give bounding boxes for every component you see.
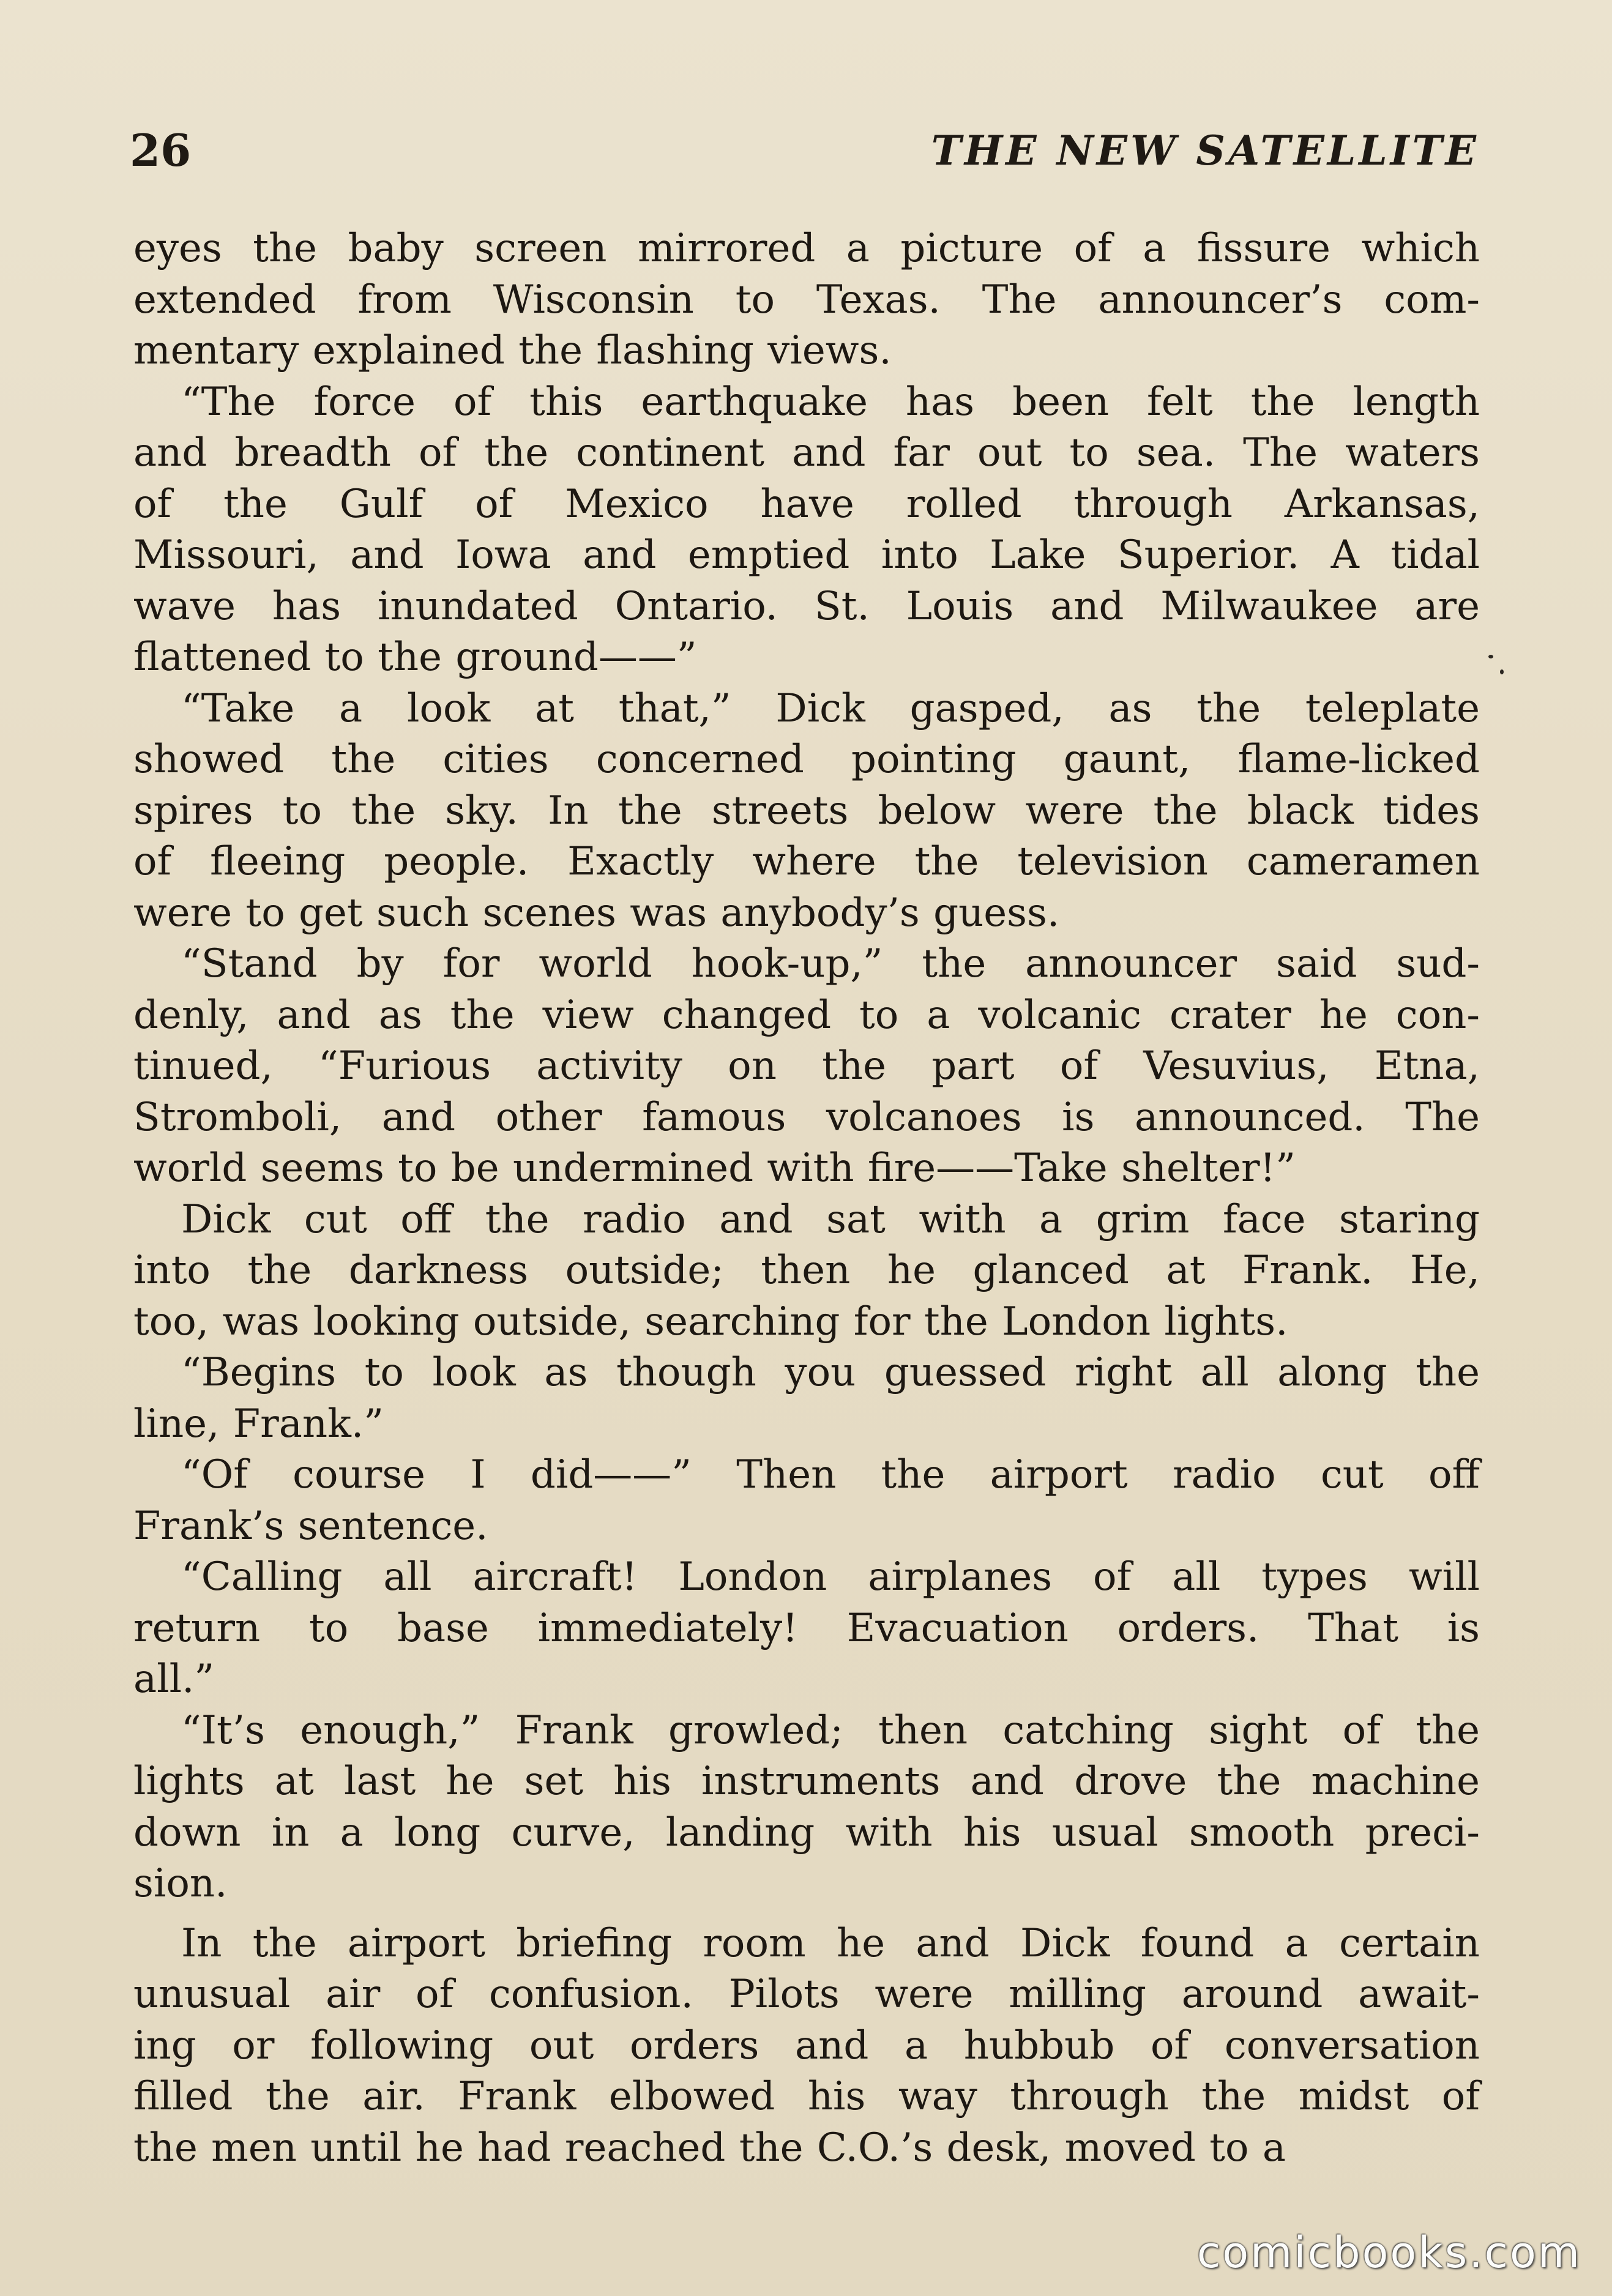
text-line: wave has inundated Ontario. St. Louis and Milwaukee are xyxy=(133,583,1480,629)
text-line: of the Gulf of Mexico have rolled through Arkansas, xyxy=(133,481,1480,527)
text-line: eyes the baby screen mirrored a picture of a fissure which xyxy=(133,226,1480,271)
text-line: “Begins to look as though you guessed right all along the xyxy=(181,1350,1480,1395)
text-line: and breadth of the continent and far out to sea. The waters xyxy=(133,430,1480,475)
text-line: return to base immediately! Evacuation orders. That is xyxy=(133,1605,1480,1651)
paragraph xyxy=(133,1195,1480,1348)
text-line: mentary explained the flashing views. xyxy=(133,328,892,373)
text-line: ing or following out orders and a hubbub of conversation xyxy=(133,2022,1480,2068)
text-line: showed the cities concerned pointing gaunt, flame-licked xyxy=(133,737,1480,782)
body-text xyxy=(133,223,1480,2174)
paragraph xyxy=(133,939,1480,1195)
text-line: “Calling all aircraft! London airplanes of all types will xyxy=(181,1554,1480,1600)
text-line: Dick cut off the radio and sat with a grim face staring xyxy=(181,1196,1480,1242)
page-number: 26 xyxy=(130,124,192,176)
text-line: Stromboli, and other famous volcanoes is announced. The xyxy=(133,1094,1480,1140)
text-line: Missouri, and Iowa and emptied into Lake Superior. A tidal xyxy=(133,532,1480,578)
text-line: down in a long curve, landing with his usual smooth preci- xyxy=(133,1810,1480,1855)
page-header xyxy=(130,120,1479,181)
text-line: “Of course I did——” Then the airport radio cut off xyxy=(181,1452,1480,1497)
text-line: tinued, “Furious activity on the part of Vesuvius, Etna, xyxy=(133,1043,1480,1089)
text-line: line, Frank.” xyxy=(133,1401,384,1447)
paragraph xyxy=(133,223,1480,377)
text-line: Frank’s sentence. xyxy=(133,1503,488,1549)
text-line: into the darkness outside; then he glanced at Frank. He, xyxy=(133,1248,1480,1293)
text-line: the men until he had reached the C.O.’s desk, moved to a xyxy=(133,2125,1286,2171)
paragraph xyxy=(133,1918,1480,2174)
paragraph xyxy=(133,1450,1480,1552)
text-line: denly, and as the view changed to a volcanic crater he con- xyxy=(133,992,1480,1038)
text-line: sion. xyxy=(133,1861,228,1906)
paper-speck xyxy=(1488,655,1493,658)
text-line: “The force of this earthquake has been felt the length xyxy=(181,379,1480,425)
text-line: flattened to the ground——” xyxy=(133,635,697,680)
text-line: all.” xyxy=(133,1657,215,1702)
text-line: world seems to be undermined with fire——Take shelter!” xyxy=(133,1146,1296,1191)
text-line: filled the air. Frank elbowed his way through the midst of xyxy=(133,2074,1480,2119)
paragraph xyxy=(133,1552,1480,1705)
running-title: THE NEW SATELLITE xyxy=(931,127,1479,174)
paragraph xyxy=(133,377,1480,684)
text-line: too, was looking outside, searching for the London lights. xyxy=(133,1299,1288,1344)
text-line: spires to the sky. In the streets below were the black tides xyxy=(133,788,1480,833)
paragraph xyxy=(133,1705,1480,1910)
paragraph xyxy=(133,684,1480,939)
text-line: unusual air of confusion. Pilots were milling around await- xyxy=(133,1972,1480,2017)
text-line: “Stand by for world hook-up,” the announcer said sud- xyxy=(181,941,1480,986)
text-line: “Take a look at that,” Dick gasped, as the teleplate xyxy=(181,685,1480,731)
text-line: lights at last he set his instruments and drove the machine xyxy=(133,1759,1480,1804)
watermark: comicbooks.com xyxy=(1196,2227,1581,2278)
text-line: “It’s enough,” Frank growled; then catching sight of the xyxy=(181,1707,1480,1753)
text-line: were to get such scenes was anybody’s guess. xyxy=(133,890,1060,936)
text-line: of fleeing people. Exactly where the television cameramen xyxy=(133,839,1480,884)
text-line: In the airport briefing room he and Dick found a certain xyxy=(181,1920,1480,1966)
paragraph xyxy=(133,1347,1480,1450)
text-line: extended from Wisconsin to Texas. The announcer’s com- xyxy=(133,277,1480,322)
paper-speck xyxy=(1500,669,1504,674)
